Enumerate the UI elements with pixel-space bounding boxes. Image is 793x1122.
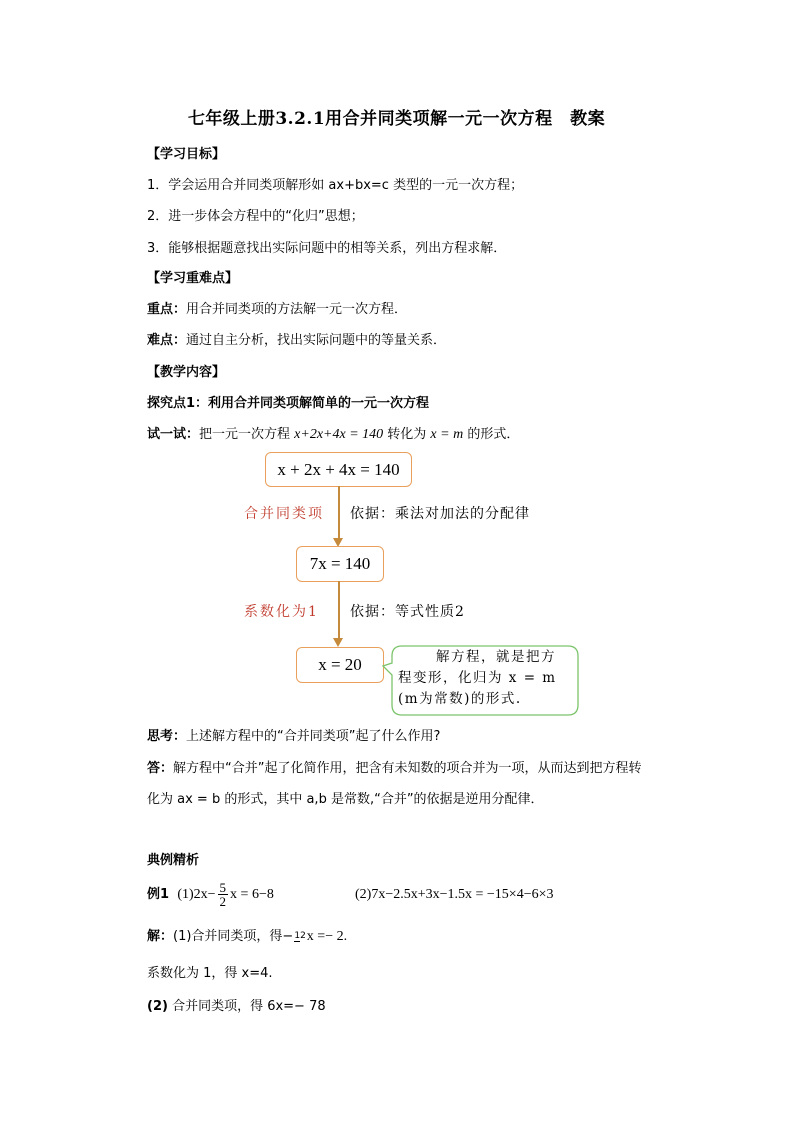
step-basis-equality: 依据：等式性质2 [350,604,465,620]
key-point [147,301,407,319]
answer-label: 答： [147,761,174,776]
connector-line [338,486,340,539]
hard-text: 通过自主分析，找出实际问题中的等量关系． [186,333,447,348]
solution-label: 解： [147,929,174,944]
think-text: 上述解方程中的“合并同类项”起了什么作用? [186,729,441,744]
examples-heading: 典例精析 [147,853,200,868]
solution-2 [147,998,326,1016]
objectives-heading: 【学习目标】 [147,147,226,162]
try-it-line [147,426,519,444]
solution-text: 合并同类项，得 6x=− 78 [167,999,326,1014]
objective-item: 3．能够根据题意找出实际问题中的相等关系，列出方程求解． [147,241,507,256]
key-text: 用合并同类项的方法解一元一次方程． [186,302,408,317]
example-1 [147,878,274,912]
think-question [147,728,440,746]
answer-line-continued: 化为 ax = b 的形式，其中 a,b 是常数,“合并”的依据是逆用分配律． [147,792,544,807]
example-q2: (2)7x−2.5x+3x−1.5x = −15×4−6×3 [355,887,554,902]
step-label-combine: 合并同类项 [244,506,324,522]
fraction-numerator: 5 [219,880,227,895]
try-equation: x+2x+4x = 140 [294,427,384,442]
step-label-coefficient: 系数化为1 [244,604,319,620]
solution-text: x =− 2. [306,929,348,944]
equation-box-initial: x + 2x + 4x = 140 [265,452,412,487]
fraction-denominator: 2 [300,931,306,941]
bubble-line: 解方程，就是把方 [436,649,556,665]
equation-box-solution: x = 20 [296,647,384,683]
key-label: 重点： [147,302,187,317]
fraction-one-half [294,932,305,941]
solution-1 [147,928,347,946]
solution-coefficient: 系数化为 1，得 x=4. [147,966,273,981]
try-text: 转化为 [383,427,431,442]
hard-point [147,332,446,350]
bubble-line: 程变形，化归为 x = m [398,670,557,686]
fraction-five-halves [218,881,229,908]
down-arrow-icon [333,638,343,647]
try-text: 把一元一次方程 [199,427,295,442]
fraction-numerator: 1 [294,931,301,941]
try-target: x = m [430,427,464,442]
bubble-line: (m为常数)的形式. [398,691,522,707]
equation-box-combined: 7x = 140 [296,546,384,582]
think-label: 思考： [147,729,187,744]
explore-point-title: 探究点1：利用合并同类项解简单的一元一次方程 [147,396,430,411]
objective-item: 1．学会运用合并同类项解形如 ax+bx=c 类型的一元一次方程； [147,178,524,193]
answer-text: 解方程中“合并”起了化简作用，把含有未知数的项合并为一项，从而达到把方程转 [173,761,642,776]
example-q1-suffix: x = 6−8 [230,887,274,902]
try-label: 试一试： [147,427,200,442]
page-title: 七年级上册3.2.1用合并同类项解一元一次方程 教案 [187,109,606,129]
fraction-denominator: 2 [219,894,227,909]
content-heading: 【教学内容】 [147,365,226,380]
speech-bubble [390,645,580,713]
step-basis-distributive: 依据：乘法对加法的分配律 [350,506,530,522]
example-label: 例1 [147,887,170,902]
solution-text: (1)合并同类项，得− [173,929,294,944]
answer-line [147,760,642,778]
hard-label: 难点： [147,333,187,348]
try-text: 的形式． [463,427,520,442]
connector-line [338,581,340,639]
objective-item: 2．进一步体会方程中的“化归”思想； [147,209,364,224]
example-q1-prefix: (1)2x− [177,887,216,902]
keypoints-heading: 【学习重难点】 [147,271,239,286]
solution-part-label: (2) [147,999,168,1014]
